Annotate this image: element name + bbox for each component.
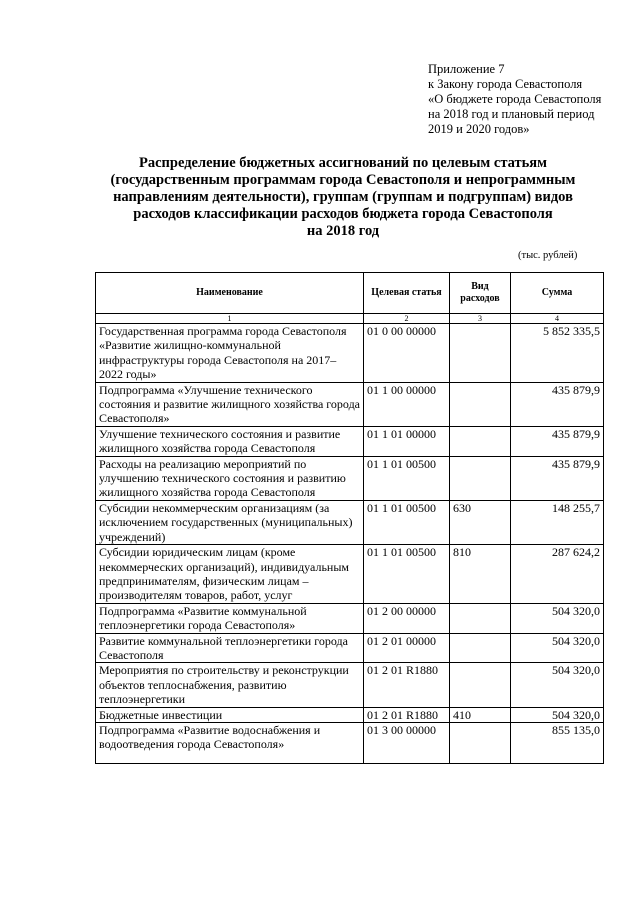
row-sum: 504 320,0 xyxy=(511,707,604,722)
table-row xyxy=(96,633,604,663)
row-code: 01 2 00 00000 xyxy=(364,603,450,633)
row-name: Государственная программа города Севастополя «Развитие жилищно-коммунальной инфраструктуры города Севастополя на 2017–2022 годы» xyxy=(96,324,364,383)
header-target: Целевая статья xyxy=(364,273,450,314)
row-name: Субсидии юридическим лицам (кроме некоммерческих организаций), индивидуальным предпринимателям, физическим лицам – производителям товаров, работ, услуг xyxy=(96,545,364,604)
row-kind: 810 xyxy=(450,545,511,604)
header-row xyxy=(96,273,604,314)
appendix-note xyxy=(428,62,633,137)
row-code: 01 3 00 00000 xyxy=(364,722,450,763)
table-row xyxy=(96,707,604,722)
appendix-line: к Закону города Севастополя xyxy=(428,77,583,91)
row-sum: 5 852 335,5 xyxy=(511,324,604,383)
row-code: 01 2 01 R1880 xyxy=(364,663,450,707)
table-row xyxy=(96,603,604,633)
row-kind xyxy=(450,663,511,707)
header-sum: Сумма xyxy=(511,273,604,314)
row-sum: 435 879,9 xyxy=(511,382,604,426)
row-name: Подпрограмма «Улучшение технического состояния и развитие жилищного хозяйства города Севастополя» xyxy=(96,382,364,426)
table-row xyxy=(96,426,604,456)
budget-table xyxy=(95,272,604,764)
row-code: 01 1 01 00500 xyxy=(364,456,450,500)
title-line: Распределение бюджетных ассигнований по целевым статьям xyxy=(138,155,548,171)
row-sum: 435 879,9 xyxy=(511,426,604,456)
table-row xyxy=(96,722,604,763)
row-sum: 148 255,7 xyxy=(511,500,604,544)
title-line: (государственным программам города Севастополя и непрограммным xyxy=(110,172,576,188)
row-sum: 287 624,2 xyxy=(511,545,604,604)
row-sum: 435 879,9 xyxy=(511,456,604,500)
row-kind xyxy=(450,426,511,456)
row-name: Субсидии некоммерческим организациям (за исключением государственных (муниципальных) учреждений) xyxy=(96,500,364,544)
column-number: 2 xyxy=(364,314,450,324)
column-number-row xyxy=(96,314,604,324)
row-code: 01 0 00 00000 xyxy=(364,324,450,383)
appendix-line: на 2018 год и плановый период xyxy=(428,107,595,121)
row-code: 01 1 01 00500 xyxy=(364,500,450,544)
row-sum: 504 320,0 xyxy=(511,603,604,633)
row-sum: 504 320,0 xyxy=(511,663,604,707)
table-row xyxy=(96,545,604,604)
row-sum: 855 135,0 xyxy=(511,722,604,763)
row-code: 01 2 01 00000 xyxy=(364,633,450,663)
header-name: Наименование xyxy=(96,273,364,314)
row-code: 01 1 01 00000 xyxy=(364,426,450,456)
table-row xyxy=(96,456,604,500)
row-name: Мероприятия по строительству и реконструкции объектов теплоснабжения, развитию теплоэнергетики xyxy=(96,663,364,707)
row-kind xyxy=(450,456,511,500)
column-number: 4 xyxy=(511,314,604,324)
row-kind xyxy=(450,603,511,633)
header-kind: Вид расходов xyxy=(450,273,511,314)
row-name: Подпрограмма «Развитие водоснабжения и водоотведения города Севастополя» xyxy=(96,722,364,763)
row-kind xyxy=(450,722,511,763)
table-row xyxy=(96,500,604,544)
row-code: 01 2 01 R1880 xyxy=(364,707,450,722)
row-name: Расходы на реализацию мероприятий по улучшению технического состояния и развитию жилищного хозяйства города Севастополя xyxy=(96,456,364,500)
table-row xyxy=(96,324,604,383)
units-label: (тыс. рублей) xyxy=(518,250,578,261)
row-sum: 504 320,0 xyxy=(511,633,604,663)
appendix-line: «О бюджете города Севастополя xyxy=(428,92,602,106)
row-kind: 410 xyxy=(450,707,511,722)
appendix-line: 2019 и 2020 годов» xyxy=(428,122,530,136)
table-row xyxy=(96,663,604,707)
row-name: Улучшение технического состояния и развитие жилищного хозяйства города Севастополя xyxy=(96,426,364,456)
row-kind: 630 xyxy=(450,500,511,544)
row-code: 01 1 01 00500 xyxy=(364,545,450,604)
row-kind xyxy=(450,633,511,663)
row-name: Бюджетные инвестиции xyxy=(96,707,364,722)
row-code: 01 1 00 00000 xyxy=(364,382,450,426)
row-kind xyxy=(450,324,511,383)
column-number: 1 xyxy=(96,314,364,324)
title-line: направлениям деятельности), группам (группам и подгруппам) видов xyxy=(113,189,573,205)
column-number: 3 xyxy=(450,314,511,324)
title-line: на 2018 год xyxy=(306,223,380,239)
title-line: расходов классификации расходов бюджета города Севастополя xyxy=(133,206,553,222)
table-row xyxy=(96,382,604,426)
appendix-line: Приложение 7 xyxy=(428,62,505,76)
row-kind xyxy=(450,382,511,426)
document-title xyxy=(60,155,626,240)
row-name: Развитие коммунальной теплоэнергетики города Севастополя xyxy=(96,633,364,663)
row-name: Подпрограмма «Развитие коммунальной теплоэнергетики города Севастополя» xyxy=(96,603,364,633)
